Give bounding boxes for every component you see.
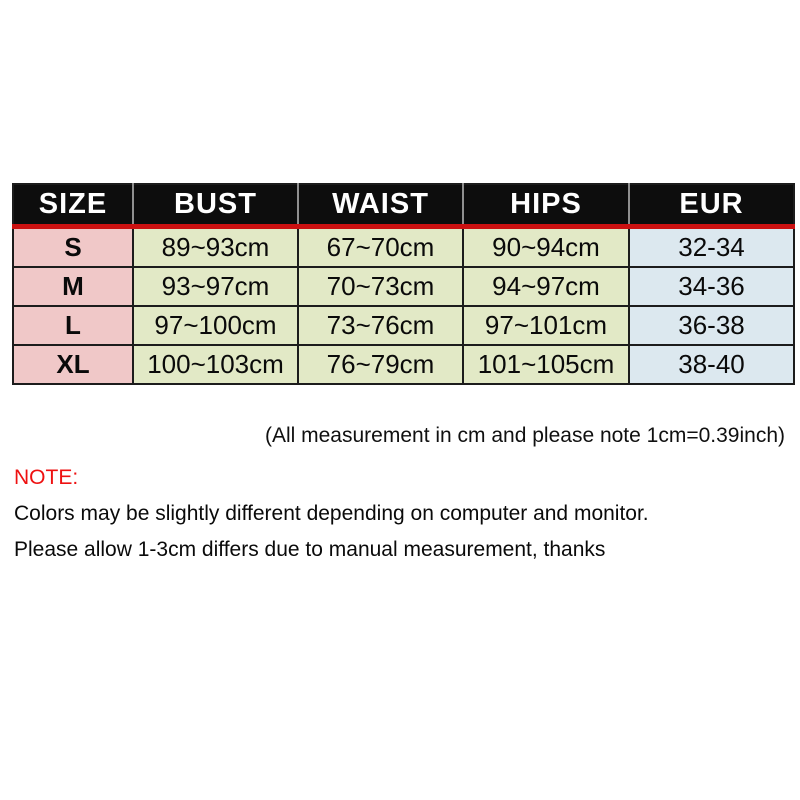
- cell-waist-xl: 76~79cm: [298, 345, 463, 384]
- header-hips: HIPS: [463, 184, 629, 227]
- table-row-l: [13, 306, 794, 345]
- header-size: SIZE: [13, 184, 133, 227]
- cell-bust-l: 97~100cm: [133, 306, 298, 345]
- header-row: [13, 184, 794, 227]
- note-section: [14, 466, 649, 574]
- cell-bust-s: 89~93cm: [133, 227, 298, 268]
- cell-eur-m: 34-36: [629, 267, 794, 306]
- cell-size-xl: XL: [13, 345, 133, 384]
- table-row-m: [13, 267, 794, 306]
- note-label: NOTE:: [14, 466, 79, 489]
- header-waist: WAIST: [298, 184, 463, 227]
- measurement-caption: (All measurement in cm and please note 1cm=0.39inch): [264, 424, 785, 447]
- note-line-measurement: Please allow 1-3cm differs due to manual measurement, thanks: [14, 538, 606, 561]
- header-bust: BUST: [133, 184, 298, 227]
- cell-eur-l: 36-38: [629, 306, 794, 345]
- cell-eur-s: 32-34: [629, 227, 794, 268]
- cell-waist-s: 67~70cm: [298, 227, 463, 268]
- table-row-xl: [13, 345, 794, 384]
- cell-size-m: M: [13, 267, 133, 306]
- cell-waist-m: 70~73cm: [298, 267, 463, 306]
- note-line-colors: Colors may be slightly different depending on computer and monitor.: [14, 502, 649, 525]
- cell-hips-l: 97~101cm: [463, 306, 629, 345]
- cell-size-s: S: [13, 227, 133, 268]
- header-eur: EUR: [629, 184, 794, 227]
- cell-hips-s: 90~94cm: [463, 227, 629, 268]
- cell-hips-xl: 101~105cm: [463, 345, 629, 384]
- cell-hips-m: 94~97cm: [463, 267, 629, 306]
- table-row-s: [13, 227, 794, 268]
- cell-size-l: L: [13, 306, 133, 345]
- cell-waist-l: 73~76cm: [298, 306, 463, 345]
- cell-bust-m: 93~97cm: [133, 267, 298, 306]
- size-chart-table: [12, 183, 795, 385]
- cell-bust-xl: 100~103cm: [133, 345, 298, 384]
- cell-eur-xl: 38-40: [629, 345, 794, 384]
